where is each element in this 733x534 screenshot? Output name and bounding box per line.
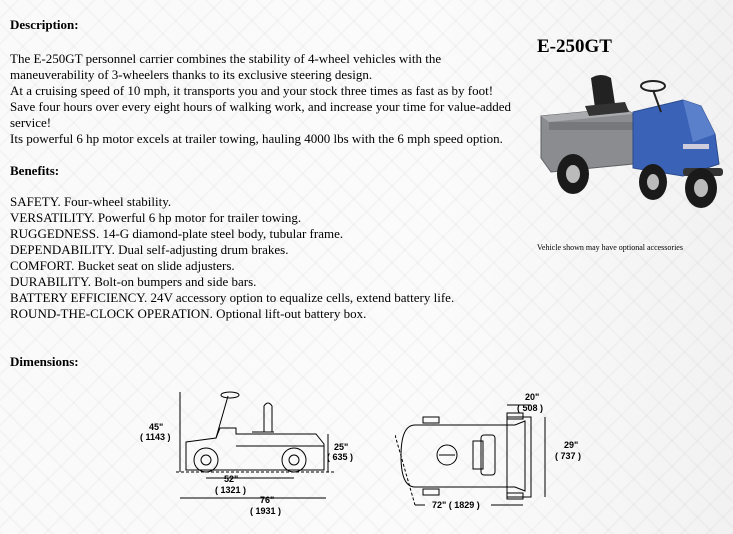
description-line-2: At a cruising speed of 10 mph, it transports you and your stock three times as fast as by foot! bbox=[10, 83, 494, 98]
benefits-list bbox=[10, 194, 454, 322]
rear-in: 20" bbox=[525, 392, 540, 402]
wheelbase-in: 52" bbox=[224, 474, 239, 484]
dimensions-heading: Dimensions: bbox=[10, 354, 79, 369]
description-line-4: Its powerful 6 hp motor excels at trailer towing, hauling 4000 lbs with the 6 mph speed option. bbox=[10, 131, 503, 146]
bed-height-mm: ( 635 ) bbox=[327, 452, 354, 462]
top-view-drawing bbox=[395, 395, 565, 515]
description-heading: Description: bbox=[10, 17, 79, 32]
vehicle-caption: Vehicle shown may have optional accessories bbox=[537, 243, 683, 252]
bed-height-in: 25" bbox=[334, 442, 349, 452]
turn-dimension: 72" ( 1829 ) bbox=[432, 500, 480, 510]
description-line-3: Save four hours over every eight hours of walking work, and increase your time for value-added service! bbox=[10, 99, 512, 130]
description-text bbox=[10, 51, 525, 147]
benefit-item: RUGGEDNESS. 14-G diamond-plate steel body, tubular frame. bbox=[10, 226, 344, 241]
benefit-item: COMFORT. Bucket seat on slide adjusters. bbox=[10, 258, 235, 273]
length-mm: ( 1931 ) bbox=[250, 506, 282, 516]
vehicle-photo bbox=[533, 72, 729, 230]
description-line-1: The E-250GT personnel carrier combines the stability of 4-wheel vehicles with the maneuverability of 3-wheelers thanks to its exclusive steering design. bbox=[10, 51, 442, 82]
benefit-item: VERSATILITY. Powerful 6 hp motor for trailer towing. bbox=[10, 210, 302, 225]
wheelbase-mm: ( 1321 ) bbox=[215, 485, 247, 495]
rear-mm: ( 508 ) bbox=[517, 403, 544, 413]
benefit-item: BATTERY EFFICIENCY. 24V accessory option to equalize cells, extend battery life. bbox=[10, 290, 455, 305]
length-in: 76" bbox=[260, 495, 275, 505]
width-mm: ( 737 ) bbox=[555, 451, 582, 461]
benefit-item: SAFETY. Four-wheel stability. bbox=[10, 194, 172, 209]
side-view-drawing bbox=[176, 386, 341, 506]
benefit-item: ROUND-THE-CLOCK OPERATION. Optional lift-out battery box. bbox=[10, 306, 367, 321]
width-in: 29" bbox=[564, 440, 579, 450]
benefits-heading: Benefits: bbox=[10, 163, 60, 178]
benefit-item: DEPENDABILITY. Dual self-adjusting drum brakes. bbox=[10, 242, 289, 257]
benefit-item: DURABILITY. Bolt-on bumpers and side bars. bbox=[10, 274, 257, 289]
height-in: 45" bbox=[149, 422, 164, 432]
model-title: E-250GT bbox=[537, 36, 612, 57]
height-mm: ( 1143 ) bbox=[140, 432, 171, 442]
